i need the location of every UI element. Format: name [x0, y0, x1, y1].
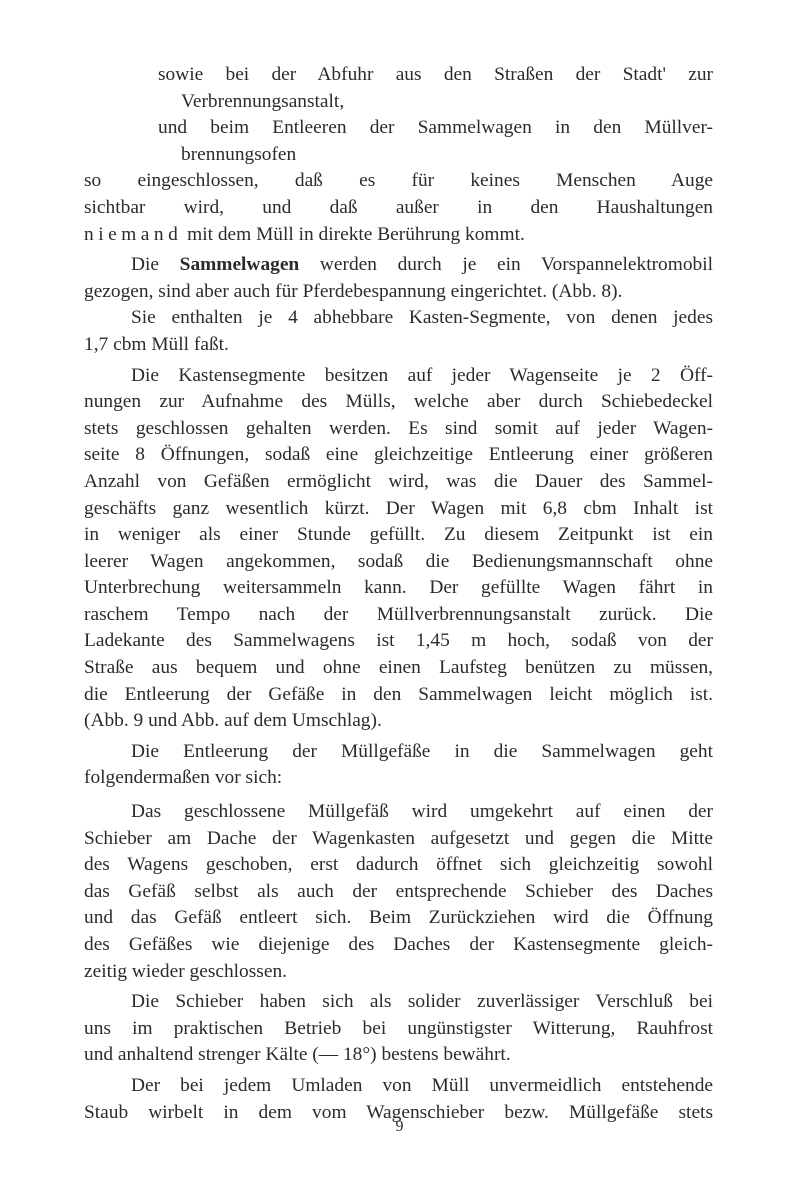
text-line: 1,7 cbm Müll faßt.: [84, 333, 229, 355]
text-line: brennungsofen: [181, 143, 297, 165]
text-line: stets geschlossen gehalten werden. Es sind somit auf jeder Wagen-: [84, 417, 713, 439]
paragraph-start-line: Die Schieber haben sich als solider zuverlässiger Verschluß bei: [131, 991, 713, 1013]
text-line: sowie bei der Abfuhr aus den Straßen der Stadt' zur: [158, 64, 713, 85]
text-line: gezogen, sind aber auch für Pferdebespannung eingerichtet. (Abb. 8).: [84, 280, 623, 302]
text-line-start: Die: [131, 254, 180, 276]
text-line: des Gefäßes wie diejenige des Daches der Kastensegmente gleich-: [84, 934, 713, 955]
text-line: und das Gefäß entleert sich. Beim Zurückziehen wird die Öffnung: [84, 907, 713, 929]
text-line: die Entleerung der Gefäße in den Sammelwagen leicht möglich ist.: [84, 683, 713, 705]
spaced-word: niemand: [84, 223, 183, 245]
text-line: Straße aus bequem und ohne einen Laufsteg benützen zu müssen,: [84, 657, 713, 679]
text-line: und anhaltend strenger Kälte (— 18°) bestens bewährt.: [84, 1044, 511, 1066]
text-line: [84, 222, 713, 249]
text-line: seite 8 Öffnungen, sodaß eine gleichzeitige Entleerung einer größeren: [84, 444, 713, 466]
paragraph-start-line: Sie enthalten je 4 abhebbare Kasten-Segmente, von denen jedes: [131, 307, 713, 329]
text-line: und beim Entleeren der Sammelwagen in den Müllver-: [158, 117, 713, 139]
paragraph-start-line: [84, 252, 713, 279]
text-line-rest: mit dem Müll in direkte Berührung kommt.: [182, 223, 525, 245]
page-number: 9: [395, 1118, 404, 1135]
text-line: Anzahl von Gefäßen ermöglicht wird, was die Dauer des Sammel-: [84, 470, 713, 492]
text-line: raschem Tempo nach der Müllverbrennungsanstalt zurück. Die: [84, 603, 713, 625]
text-line: Ladekante des Sammelwagens ist 1,45 m hoch, sodaß von der: [84, 630, 713, 652]
text-line: leerer Wagen angekommen, sodaß die Bedienungsmannschaft ohne: [84, 550, 713, 572]
text-line: zeitig wieder geschlossen.: [84, 960, 287, 982]
paragraph-start-line: Die Kastensegmente besitzen auf jeder Wagenseite je 2 Öff-: [131, 364, 713, 386]
text-line: folgendermaßen vor sich:: [84, 767, 283, 789]
text-line: so eingeschlossen, daß es für keines Menschen Auge: [84, 170, 713, 192]
text-line: nungen zur Aufnahme des Mülls, welche aber durch Schiebedeckel: [84, 391, 713, 413]
text-line: des Wagens geschoben, erst dadurch öffnet sich gleichzeitig sowohl: [84, 854, 713, 876]
text-line: Staub wirbelt in dem vom Wagenschieber bezw. Müllgefäße stets: [84, 1101, 713, 1123]
text-line: geschäfts ganz wesentlich kürzt. Der Wagen mit 6,8 cbm Inhalt ist: [84, 497, 713, 519]
text-line: Schieber am Dache der Wagenkasten aufgesetzt und gegen die Mitte: [84, 827, 713, 849]
text-line: das Gefäß selbst als auch der entsprechende Schieber des Daches: [84, 880, 713, 902]
text-line: in weniger als einer Stunde gefüllt. Zu diesem Zeitpunkt ist ein: [84, 524, 713, 546]
text-line: uns im praktischen Betrieb bei ungünstigster Witterung, Rauhfrost: [84, 1017, 713, 1039]
text-line: sichtbar wird, und daß außer in den Haushaltungen: [84, 196, 713, 218]
text-line: Unterbrechung weitersammeln kann. Der gefüllte Wagen fährt in: [84, 577, 713, 599]
text-line-rest: werden durch je ein Vorspannelektromobil: [299, 254, 713, 276]
paragraph-start-line: Die Entleerung der Müllgefäße in die Sammelwagen geht: [131, 740, 713, 762]
text-line: Verbrennungsanstalt,: [181, 90, 345, 112]
body-text: [84, 62, 713, 1126]
bold-term: Sammelwagen: [179, 254, 300, 276]
paragraph-start-line: Das geschlossene Müllgefäß wird umgekehrt auf einen der: [131, 801, 713, 823]
paragraph-start-line: Der bei jedem Umladen von Müll unvermeidlich entstehende: [131, 1074, 713, 1096]
text-line: (Abb. 9 und Abb. auf dem Umschlag).: [84, 710, 382, 732]
